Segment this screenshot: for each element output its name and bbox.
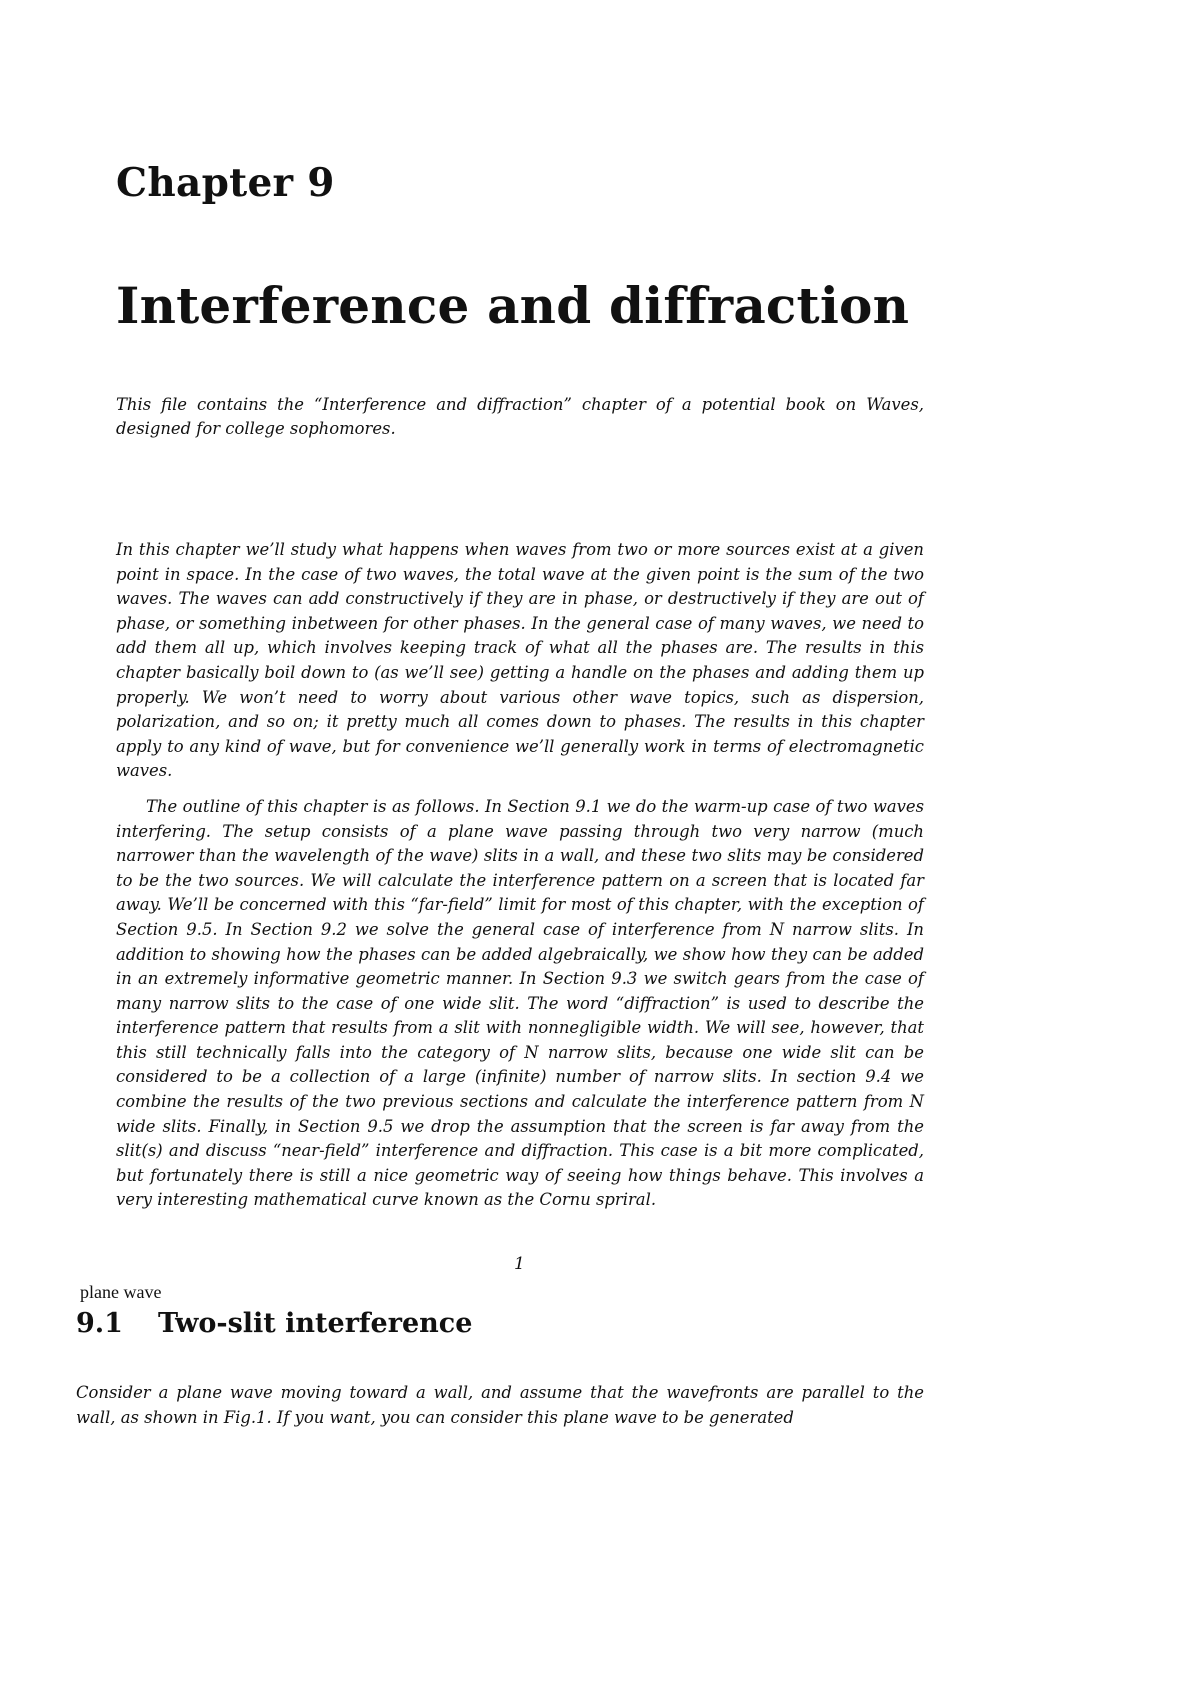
abstract-paragraph: This file contains the “Interference and diffraction” chapter of a potential book on Waves, designed for college sophomores.: [116, 395, 924, 438]
intro-paragraph: In this chapter we’ll study what happens when waves from two or more sources exist at a given point in space. In the case of two waves, the total wave at the given point is the sum of the two waves. The waves can add constructively if they are in phase, or destructively if they are out of phase, or something inbetween for other phases. In the general case of many waves, we need to add them all up, which involves keeping track of what all the phases are. The results in this chapter basically boil down to (as we’ll see) getting a handle on the phases and adding them up properly. We won’t need to worry about various other wave topics, such as dispersion, polarization, and so on; it pretty much all comes down to phases. The results in this chapter apply to any kind of wave, but for convenience we’ll generally work in terms of electromagnetic waves.: [116, 540, 924, 781]
outline-paragraph: The outline of this chapter is as follows. In Section 9.1 we do the warm-up case of two waves interfering. The setup consists of a plane wave passing through two very narrow (much narrower than the wavelength of the wave) slits in a wall, and these two slits may be considered to be the two sources. We will calculate the interference pattern on a screen that is located far away. We’ll be concerned with this “far-field” limit for most of this chapter, with the exception of Section 9.5. In Section 9.2 we solve the general case of interference from N narrow slits. In addition to showing how the phases can be added algebraically, we show how they can be added in an extremely informative geometric manner. In Section 9.3 we switch gears from the case of many narrow slits to the case of one wide slit. The word “diffraction” is used to describe the interference pattern that results from a slit with nonnegligible width. We will see, however, that this still technically falls into the category of N narrow slits, because one wide slit can be considered to be a collection of a large (infinite) number of narrow slits. In section 9.4 we combine the results of the two previous sections and calculate the interference pattern from N wide slits. Finally, in Section 9.5 we drop the assumption that the screen is far away from the slit(s) and discuss “near-field” interference and diffraction. This case is a bit more complicated, but fortunately there is still a nice geometric way of seeing how things behave. This involves a very interesting mathematical curve known as the Cornu spriral.: [116, 796, 924, 1210]
section-number: 9.1: [76, 1308, 123, 1339]
section-title: Two-slit interference: [158, 1308, 473, 1339]
section-heading: [76, 1308, 472, 1339]
figure-label: plane wave: [80, 1282, 162, 1302]
chapter-number: Chapter 9: [116, 160, 335, 206]
section-paragraph: Consider a plane wave moving toward a wall, and assume that the wavefronts are parallel to the wall, as shown in Fig.1. If you want, you can consider this plane wave to be generated: [76, 1383, 924, 1427]
intro-section: [116, 538, 924, 1224]
page-number: 1: [514, 1254, 525, 1274]
chapter-title: Interference and diffraction: [116, 276, 910, 335]
